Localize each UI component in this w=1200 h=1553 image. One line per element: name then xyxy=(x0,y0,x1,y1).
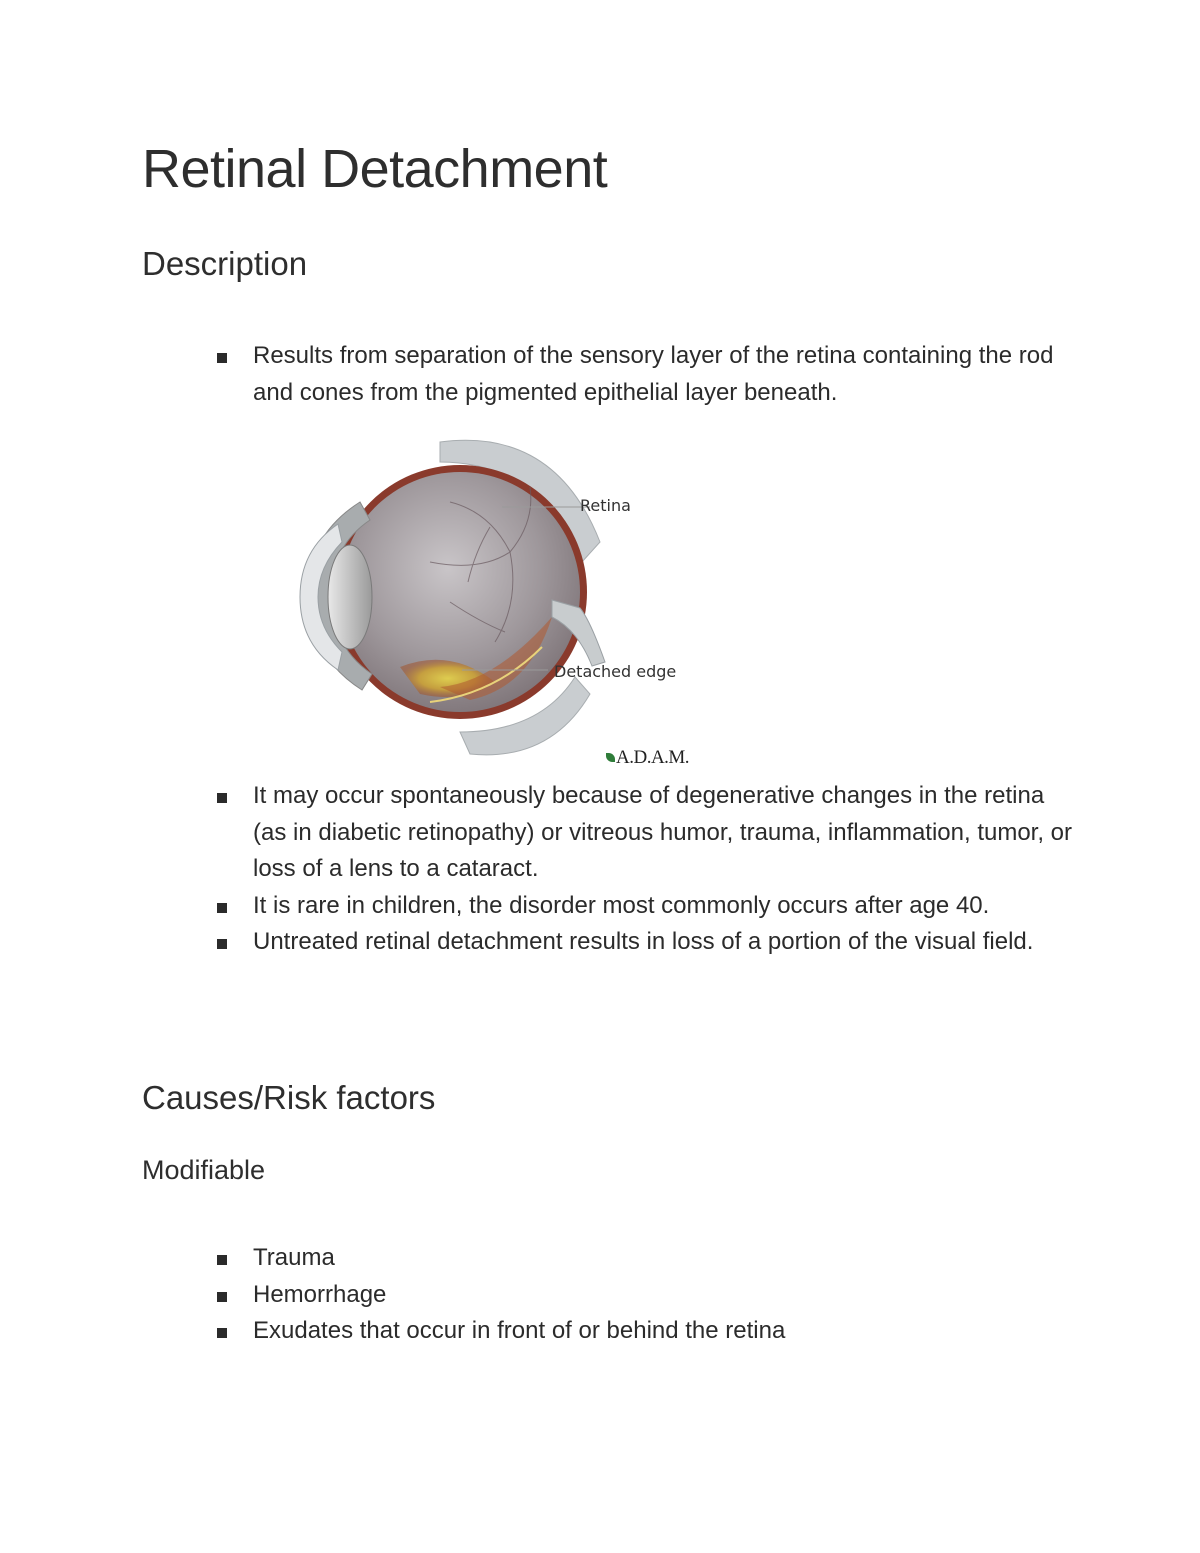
adam-logo xyxy=(606,747,689,769)
bullet-text: Trauma xyxy=(253,1244,335,1271)
square-bullet-icon xyxy=(217,939,227,949)
causes-heading: Causes/Risk factors xyxy=(142,1079,436,1116)
adam-logo-text: A.D.A.M. xyxy=(616,747,690,768)
bullet-text: It may occur spontaneously because of degenerative changes in the retina (as in diabetic retinopathy) or vitreous humor, trauma, inflammation, tumor, or loss of a lens to a cataract. xyxy=(253,782,1073,882)
square-bullet-icon xyxy=(217,1328,227,1338)
bullet-text: Untreated retinal detachment results in loss of a portion of the visual field. xyxy=(253,928,1034,955)
list-item xyxy=(214,924,1074,961)
retinal-detachment-illustration xyxy=(290,432,710,772)
description-bullets-bottom xyxy=(214,778,1074,961)
description-bullets-top xyxy=(214,338,1074,411)
bullet-text: Results from separation of the sensory layer of the retina containing the rod and cones from the pigmented epithelial layer beneath. xyxy=(253,342,1054,406)
list-item xyxy=(214,1240,1074,1277)
bullet-text: It is rare in children, the disorder most commonly occurs after age 40. xyxy=(253,891,990,919)
square-bullet-icon xyxy=(217,793,227,803)
bullet-text: Hemorrhage xyxy=(253,1280,387,1308)
detached-edge-label: Detached edge xyxy=(554,662,677,681)
description-heading: Description xyxy=(142,245,308,282)
modifiable-bullets xyxy=(214,1240,1074,1350)
square-bullet-icon xyxy=(217,1292,227,1302)
lens xyxy=(328,545,372,649)
bullet-text: Exudates that occur in front of or behind the retina xyxy=(253,1317,786,1344)
page-title: Retinal Detachment xyxy=(142,139,608,199)
square-bullet-icon xyxy=(217,1255,227,1265)
modifiable-heading: Modifiable xyxy=(142,1155,266,1185)
list-item xyxy=(214,778,1074,888)
retina-label: Retina xyxy=(580,496,631,515)
eye-cross-section-diagram xyxy=(290,432,710,772)
leaf-icon xyxy=(606,753,615,762)
list-item xyxy=(214,338,1074,411)
list-item xyxy=(214,1313,1074,1350)
square-bullet-icon xyxy=(217,903,227,913)
square-bullet-icon xyxy=(217,353,227,363)
list-item xyxy=(214,1277,1074,1314)
list-item xyxy=(214,888,1074,925)
